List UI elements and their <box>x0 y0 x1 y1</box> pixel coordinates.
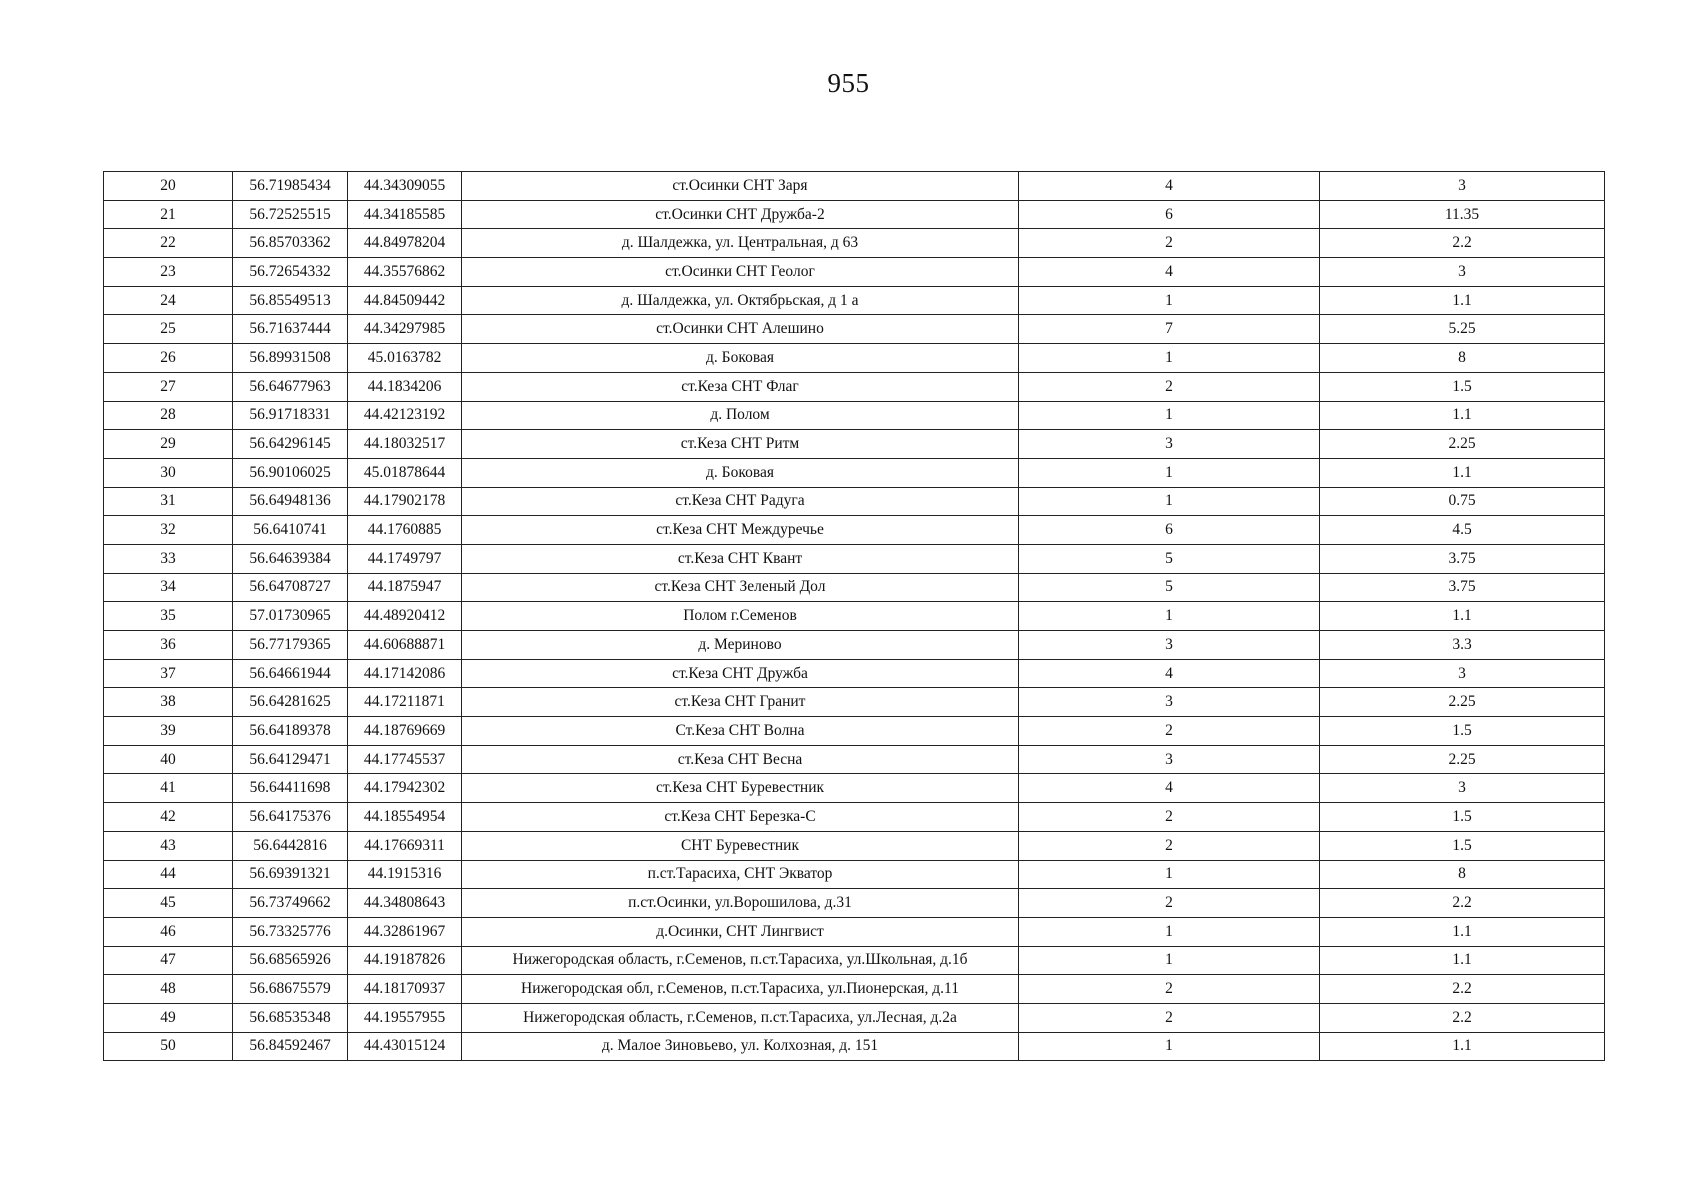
longitude-cell: 44.34297985 <box>348 315 462 344</box>
latitude-cell: 56.71985434 <box>233 172 348 201</box>
row-number-cell: 47 <box>104 946 233 975</box>
latitude-cell: 56.68565926 <box>233 946 348 975</box>
value-cell: 1.1 <box>1320 917 1605 946</box>
row-number-cell: 25 <box>104 315 233 344</box>
value-cell: 3.75 <box>1320 544 1605 573</box>
longitude-cell: 44.17942302 <box>348 774 462 803</box>
count-cell: 4 <box>1019 659 1320 688</box>
address-cell: д. Шалдежка, ул. Центральная, д 63 <box>462 229 1019 258</box>
table-row <box>104 659 1605 688</box>
longitude-cell: 44.18170937 <box>348 975 462 1004</box>
value-cell: 3 <box>1320 172 1605 201</box>
value-cell: 1.5 <box>1320 717 1605 746</box>
value-cell: 2.2 <box>1320 229 1605 258</box>
table-row <box>104 372 1605 401</box>
table-row <box>104 717 1605 746</box>
address-cell: ст.Осинки СНТ Алешино <box>462 315 1019 344</box>
latitude-cell: 56.85703362 <box>233 229 348 258</box>
value-cell: 3 <box>1320 774 1605 803</box>
latitude-cell: 56.89931508 <box>233 344 348 373</box>
address-cell: ст.Кеза СНТ Ритм <box>462 430 1019 459</box>
address-cell: ст.Кеза СНТ Флаг <box>462 372 1019 401</box>
longitude-cell: 45.0163782 <box>348 344 462 373</box>
latitude-cell: 56.64281625 <box>233 688 348 717</box>
table-row <box>104 917 1605 946</box>
latitude-cell: 56.71637444 <box>233 315 348 344</box>
count-cell: 2 <box>1019 975 1320 1004</box>
page-number: 955 <box>827 68 870 98</box>
longitude-cell: 44.17211871 <box>348 688 462 717</box>
count-cell: 4 <box>1019 774 1320 803</box>
longitude-cell: 44.19557955 <box>348 1003 462 1032</box>
table-row <box>104 315 1605 344</box>
longitude-cell: 44.1915316 <box>348 860 462 889</box>
count-cell: 3 <box>1019 745 1320 774</box>
address-cell: д. Малое Зиновьево, ул. Колхозная, д. 151 <box>462 1032 1019 1061</box>
value-cell: 1.1 <box>1320 401 1605 430</box>
value-cell: 1.5 <box>1320 803 1605 832</box>
latitude-cell: 56.69391321 <box>233 860 348 889</box>
latitude-cell: 56.6410741 <box>233 516 348 545</box>
address-cell: Нижегородская область, г.Семенов, п.ст.Тарасиха, ул.Школьная, д.1б <box>462 946 1019 975</box>
table-row <box>104 860 1605 889</box>
table-row <box>104 458 1605 487</box>
address-cell: СНТ Буревестник <box>462 831 1019 860</box>
count-cell: 6 <box>1019 516 1320 545</box>
row-number-cell: 48 <box>104 975 233 1004</box>
latitude-cell: 56.73325776 <box>233 917 348 946</box>
address-cell: ст.Осинки СНТ Дружба-2 <box>462 200 1019 229</box>
row-number-cell: 30 <box>104 458 233 487</box>
address-cell: ст.Кеза СНТ Радуга <box>462 487 1019 516</box>
longitude-cell: 44.32861967 <box>348 917 462 946</box>
table-body <box>104 172 1605 1061</box>
table-row <box>104 1003 1605 1032</box>
longitude-cell: 44.60688871 <box>348 631 462 660</box>
address-cell: д. Полом <box>462 401 1019 430</box>
longitude-cell: 44.35576862 <box>348 258 462 287</box>
table-row <box>104 831 1605 860</box>
address-cell: ст.Кеза СНТ Междуречье <box>462 516 1019 545</box>
table-row <box>104 803 1605 832</box>
latitude-cell: 56.91718331 <box>233 401 348 430</box>
table-row <box>104 688 1605 717</box>
table-row <box>104 889 1605 918</box>
row-number-cell: 35 <box>104 602 233 631</box>
address-cell: ст.Осинки СНТ Заря <box>462 172 1019 201</box>
table-row <box>104 975 1605 1004</box>
row-number-cell: 44 <box>104 860 233 889</box>
longitude-cell: 44.1760885 <box>348 516 462 545</box>
table-row <box>104 430 1605 459</box>
longitude-cell: 44.42123192 <box>348 401 462 430</box>
row-number-cell: 36 <box>104 631 233 660</box>
address-cell: ст.Кеза СНТ Гранит <box>462 688 1019 717</box>
address-cell: ст.Кеза СНТ Березка-С <box>462 803 1019 832</box>
longitude-cell: 44.84509442 <box>348 286 462 315</box>
row-number-cell: 49 <box>104 1003 233 1032</box>
row-number-cell: 31 <box>104 487 233 516</box>
value-cell: 2.2 <box>1320 1003 1605 1032</box>
value-cell: 3.3 <box>1320 631 1605 660</box>
table-row <box>104 286 1605 315</box>
latitude-cell: 56.64129471 <box>233 745 348 774</box>
row-number-cell: 50 <box>104 1032 233 1061</box>
table-row <box>104 602 1605 631</box>
count-cell: 1 <box>1019 286 1320 315</box>
value-cell: 11.35 <box>1320 200 1605 229</box>
latitude-cell: 56.72654332 <box>233 258 348 287</box>
count-cell: 7 <box>1019 315 1320 344</box>
latitude-cell: 56.64189378 <box>233 717 348 746</box>
latitude-cell: 56.6442816 <box>233 831 348 860</box>
count-cell: 2 <box>1019 889 1320 918</box>
count-cell: 1 <box>1019 860 1320 889</box>
table-row <box>104 774 1605 803</box>
value-cell: 1.5 <box>1320 372 1605 401</box>
latitude-cell: 56.68675579 <box>233 975 348 1004</box>
address-cell: п.ст.Тарасиха, СНТ Экватор <box>462 860 1019 889</box>
value-cell: 2.2 <box>1320 975 1605 1004</box>
longitude-cell: 44.1834206 <box>348 372 462 401</box>
longitude-cell: 44.84978204 <box>348 229 462 258</box>
count-cell: 1 <box>1019 487 1320 516</box>
value-cell: 1.1 <box>1320 458 1605 487</box>
latitude-cell: 56.64411698 <box>233 774 348 803</box>
row-number-cell: 41 <box>104 774 233 803</box>
longitude-cell: 44.17902178 <box>348 487 462 516</box>
count-cell: 1 <box>1019 401 1320 430</box>
latitude-cell: 56.85549513 <box>233 286 348 315</box>
table-row <box>104 172 1605 201</box>
row-number-cell: 46 <box>104 917 233 946</box>
address-cell: ст.Осинки СНТ Геолог <box>462 258 1019 287</box>
count-cell: 2 <box>1019 229 1320 258</box>
latitude-cell: 56.64708727 <box>233 573 348 602</box>
value-cell: 0.75 <box>1320 487 1605 516</box>
count-cell: 5 <box>1019 573 1320 602</box>
row-number-cell: 43 <box>104 831 233 860</box>
latitude-cell: 56.77179365 <box>233 631 348 660</box>
count-cell: 3 <box>1019 688 1320 717</box>
latitude-cell: 56.90106025 <box>233 458 348 487</box>
row-number-cell: 45 <box>104 889 233 918</box>
row-number-cell: 39 <box>104 717 233 746</box>
row-number-cell: 38 <box>104 688 233 717</box>
latitude-cell: 56.64677963 <box>233 372 348 401</box>
row-number-cell: 37 <box>104 659 233 688</box>
longitude-cell: 44.48920412 <box>348 602 462 631</box>
longitude-cell: 44.34309055 <box>348 172 462 201</box>
count-cell: 5 <box>1019 544 1320 573</box>
row-number-cell: 26 <box>104 344 233 373</box>
data-table <box>103 171 1605 1061</box>
row-number-cell: 33 <box>104 544 233 573</box>
count-cell: 2 <box>1019 717 1320 746</box>
latitude-cell: 56.68535348 <box>233 1003 348 1032</box>
row-number-cell: 32 <box>104 516 233 545</box>
count-cell: 1 <box>1019 1032 1320 1061</box>
table-row <box>104 258 1605 287</box>
count-cell: 3 <box>1019 631 1320 660</box>
longitude-cell: 44.34185585 <box>348 200 462 229</box>
table-row <box>104 544 1605 573</box>
table-row <box>104 745 1605 774</box>
value-cell: 2.25 <box>1320 688 1605 717</box>
value-cell: 3 <box>1320 659 1605 688</box>
longitude-cell: 44.19187826 <box>348 946 462 975</box>
value-cell: 5.25 <box>1320 315 1605 344</box>
count-cell: 6 <box>1019 200 1320 229</box>
value-cell: 8 <box>1320 344 1605 373</box>
longitude-cell: 44.1749797 <box>348 544 462 573</box>
longitude-cell: 44.43015124 <box>348 1032 462 1061</box>
address-cell: ст.Кеза СНТ Зеленый Дол <box>462 573 1019 602</box>
value-cell: 4.5 <box>1320 516 1605 545</box>
longitude-cell: 44.1875947 <box>348 573 462 602</box>
latitude-cell: 56.73749662 <box>233 889 348 918</box>
count-cell: 1 <box>1019 946 1320 975</box>
table-row <box>104 516 1605 545</box>
count-cell: 1 <box>1019 917 1320 946</box>
latitude-cell: 56.64175376 <box>233 803 348 832</box>
row-number-cell: 22 <box>104 229 233 258</box>
value-cell: 1.1 <box>1320 946 1605 975</box>
count-cell: 4 <box>1019 258 1320 287</box>
value-cell: 1.1 <box>1320 602 1605 631</box>
longitude-cell: 44.17142086 <box>348 659 462 688</box>
value-cell: 8 <box>1320 860 1605 889</box>
longitude-cell: 44.18554954 <box>348 803 462 832</box>
row-number-cell: 20 <box>104 172 233 201</box>
address-cell: Полом г.Семенов <box>462 602 1019 631</box>
value-cell: 3.75 <box>1320 573 1605 602</box>
count-cell: 1 <box>1019 458 1320 487</box>
value-cell: 3 <box>1320 258 1605 287</box>
address-cell: Ст.Кеза СНТ Волна <box>462 717 1019 746</box>
row-number-cell: 29 <box>104 430 233 459</box>
address-cell: Нижегородская область, г.Семенов, п.ст.Тарасиха, ул.Лесная, д.2а <box>462 1003 1019 1032</box>
address-cell: ст.Кеза СНТ Дружба <box>462 659 1019 688</box>
table-row <box>104 344 1605 373</box>
count-cell: 1 <box>1019 602 1320 631</box>
table-row <box>104 1032 1605 1061</box>
count-cell: 1 <box>1019 344 1320 373</box>
address-cell: д. Шалдежка, ул. Октябрьская, д 1 а <box>462 286 1019 315</box>
longitude-cell: 44.18769669 <box>348 717 462 746</box>
row-number-cell: 24 <box>104 286 233 315</box>
table-row <box>104 401 1605 430</box>
row-number-cell: 21 <box>104 200 233 229</box>
longitude-cell: 44.34808643 <box>348 889 462 918</box>
count-cell: 2 <box>1019 1003 1320 1032</box>
count-cell: 2 <box>1019 831 1320 860</box>
count-cell: 3 <box>1019 430 1320 459</box>
latitude-cell: 56.84592467 <box>233 1032 348 1061</box>
table-row <box>104 487 1605 516</box>
table-row <box>104 946 1605 975</box>
value-cell: 1.1 <box>1320 286 1605 315</box>
address-cell: д. Мериново <box>462 631 1019 660</box>
address-cell: п.ст.Осинки, ул.Ворошилова, д.31 <box>462 889 1019 918</box>
row-number-cell: 28 <box>104 401 233 430</box>
latitude-cell: 56.64948136 <box>233 487 348 516</box>
latitude-cell: 56.64661944 <box>233 659 348 688</box>
address-cell: ст.Кеза СНТ Квант <box>462 544 1019 573</box>
table-row <box>104 200 1605 229</box>
latitude-cell: 56.64639384 <box>233 544 348 573</box>
count-cell: 2 <box>1019 372 1320 401</box>
value-cell: 1.1 <box>1320 1032 1605 1061</box>
count-cell: 4 <box>1019 172 1320 201</box>
latitude-cell: 57.01730965 <box>233 602 348 631</box>
address-cell: ст.Кеза СНТ Весна <box>462 745 1019 774</box>
value-cell: 2.25 <box>1320 430 1605 459</box>
address-cell: д. Боковая <box>462 458 1019 487</box>
row-number-cell: 27 <box>104 372 233 401</box>
value-cell: 2.25 <box>1320 745 1605 774</box>
table-row <box>104 229 1605 258</box>
address-cell: д. Боковая <box>462 344 1019 373</box>
row-number-cell: 23 <box>104 258 233 287</box>
longitude-cell: 44.18032517 <box>348 430 462 459</box>
row-number-cell: 42 <box>104 803 233 832</box>
longitude-cell: 44.17669311 <box>348 831 462 860</box>
value-cell: 1.5 <box>1320 831 1605 860</box>
table-row <box>104 573 1605 602</box>
longitude-cell: 44.17745537 <box>348 745 462 774</box>
latitude-cell: 56.64296145 <box>233 430 348 459</box>
longitude-cell: 45.01878644 <box>348 458 462 487</box>
value-cell: 2.2 <box>1320 889 1605 918</box>
address-cell: Нижегородская обл, г.Семенов, п.ст.Тарасиха, ул.Пионерская, д.11 <box>462 975 1019 1004</box>
address-cell: д.Осинки, СНТ Лингвист <box>462 917 1019 946</box>
count-cell: 2 <box>1019 803 1320 832</box>
row-number-cell: 40 <box>104 745 233 774</box>
table-row <box>104 631 1605 660</box>
row-number-cell: 34 <box>104 573 233 602</box>
latitude-cell: 56.72525515 <box>233 200 348 229</box>
address-cell: ст.Кеза СНТ Буревестник <box>462 774 1019 803</box>
